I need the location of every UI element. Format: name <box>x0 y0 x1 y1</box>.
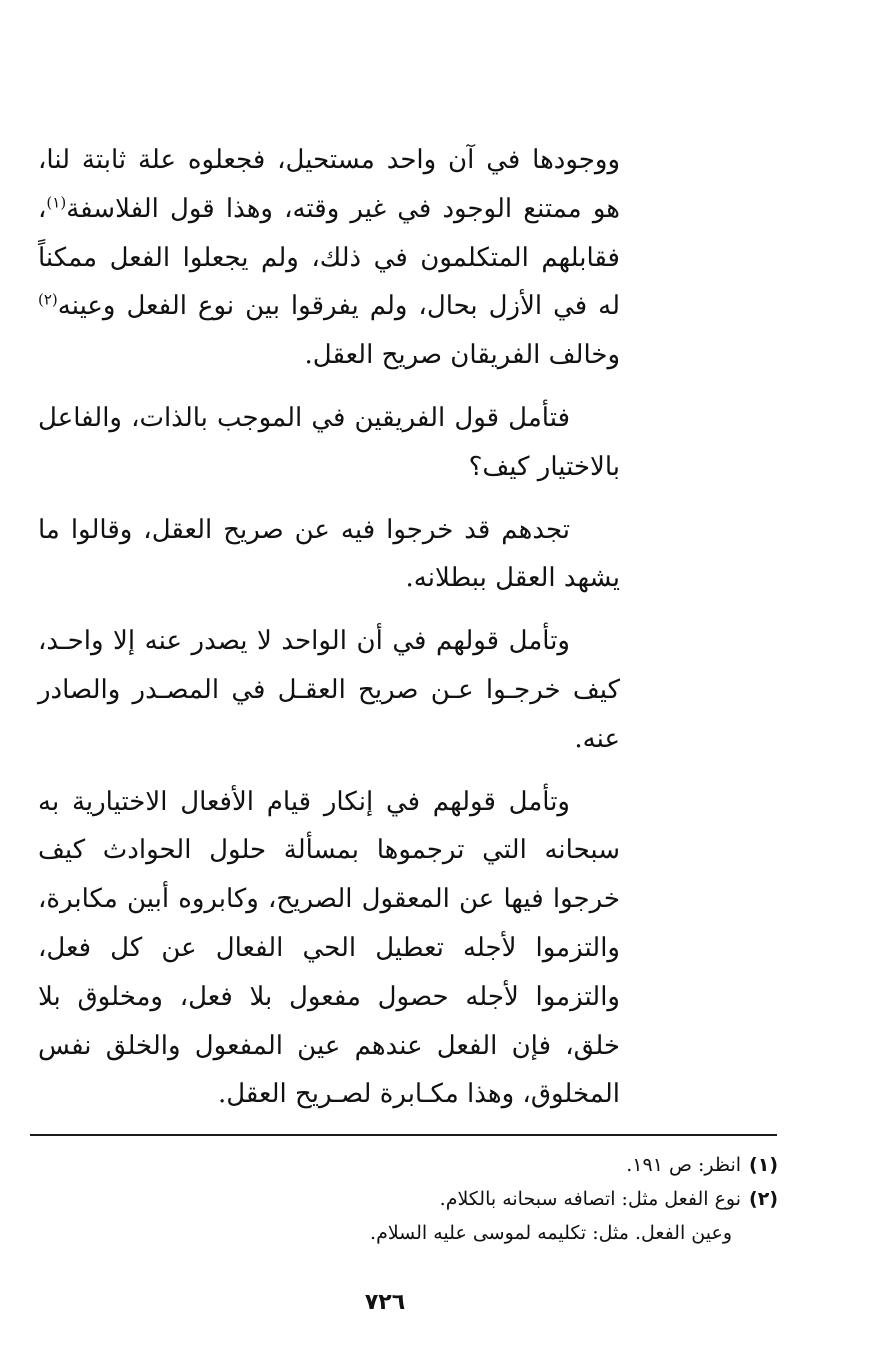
paragraph-4: وتأمل قولهم في أن الواحد لا يصدر عنه إلا واحـد، كيف خرجـوا عـن صريح العقـل في المصـدر والصادر عنه. <box>38 626 620 754</box>
paragraph-3: تجدهم قد خرجوا فيه عن صريح العقل، وقالوا ما يشهد العقل ببطلانه. <box>38 514 620 594</box>
footnote-2-continuation <box>60 1216 778 1250</box>
footnotes <box>60 1148 778 1250</box>
paragraph-1-text-middle: ، فقابلهم المتكلمون في ذلك، ولم يجعلوا الفعل ممكناً له في الأزل بحال، ولم يفرقوا بين نوع الفعل وعينه <box>38 193 620 322</box>
footnote-2-text: نوع الفعل مثل: اتصافه سبحانه بالكلام. <box>439 1188 742 1210</box>
footnote-ref-1[interactable]: (١) <box>46 193 67 212</box>
page-number: ٧٢٦ <box>364 1290 406 1315</box>
footnote-ref-2[interactable]: (٢) <box>38 290 58 309</box>
footnote-divider <box>30 1134 777 1136</box>
paragraph-1-text-before: ووجودها في آن واحد مستحيل، فجعلوه علة ثابتة لنا، هو ممتنع الوجود في غير وقته، وهذا قول الفلاسفة <box>38 145 620 224</box>
footnote-1-text: انظر: ص ١٩١. <box>626 1154 742 1176</box>
footnote-1 <box>60 1148 778 1182</box>
main-text <box>38 136 620 1133</box>
paragraph-1 <box>38 136 620 380</box>
footnote-2 <box>60 1182 778 1216</box>
paragraph-5: وتأمل قولهم في إنكار قيام الأفعال الاختيارية به سبحانه التي ترجموها بمسألة حلول الحوادث كيف خرجوا فيها عن المعقول الصريح، وكابروه أبين مكابرة، والتزموا لأجله تعطيل الحي الفعال عن كل فعل، والتزموا لأجله حصول مفعول بلا فعل، ومخلوق بلا خلق، فإن الفعل عندهم عين المفعول والخلق نفس المخلوق، وهذا مكـابرة لصـريح العقل. <box>38 786 620 1110</box>
footnote-2-continuation-text: وعين الفعل. مثل: تكليمه لموسى عليه السلام. <box>370 1222 732 1244</box>
footnote-2-marker: (٢) <box>749 1188 778 1210</box>
footnote-1-marker: (١) <box>749 1154 778 1176</box>
paragraph-1-text-after: وخالف الفريقان صريح العقل. <box>304 340 620 371</box>
paragraph-2: فتأمل قول الفريقين في الموجب بالذات، والفاعل بالاختيار كيف؟ <box>38 402 620 482</box>
